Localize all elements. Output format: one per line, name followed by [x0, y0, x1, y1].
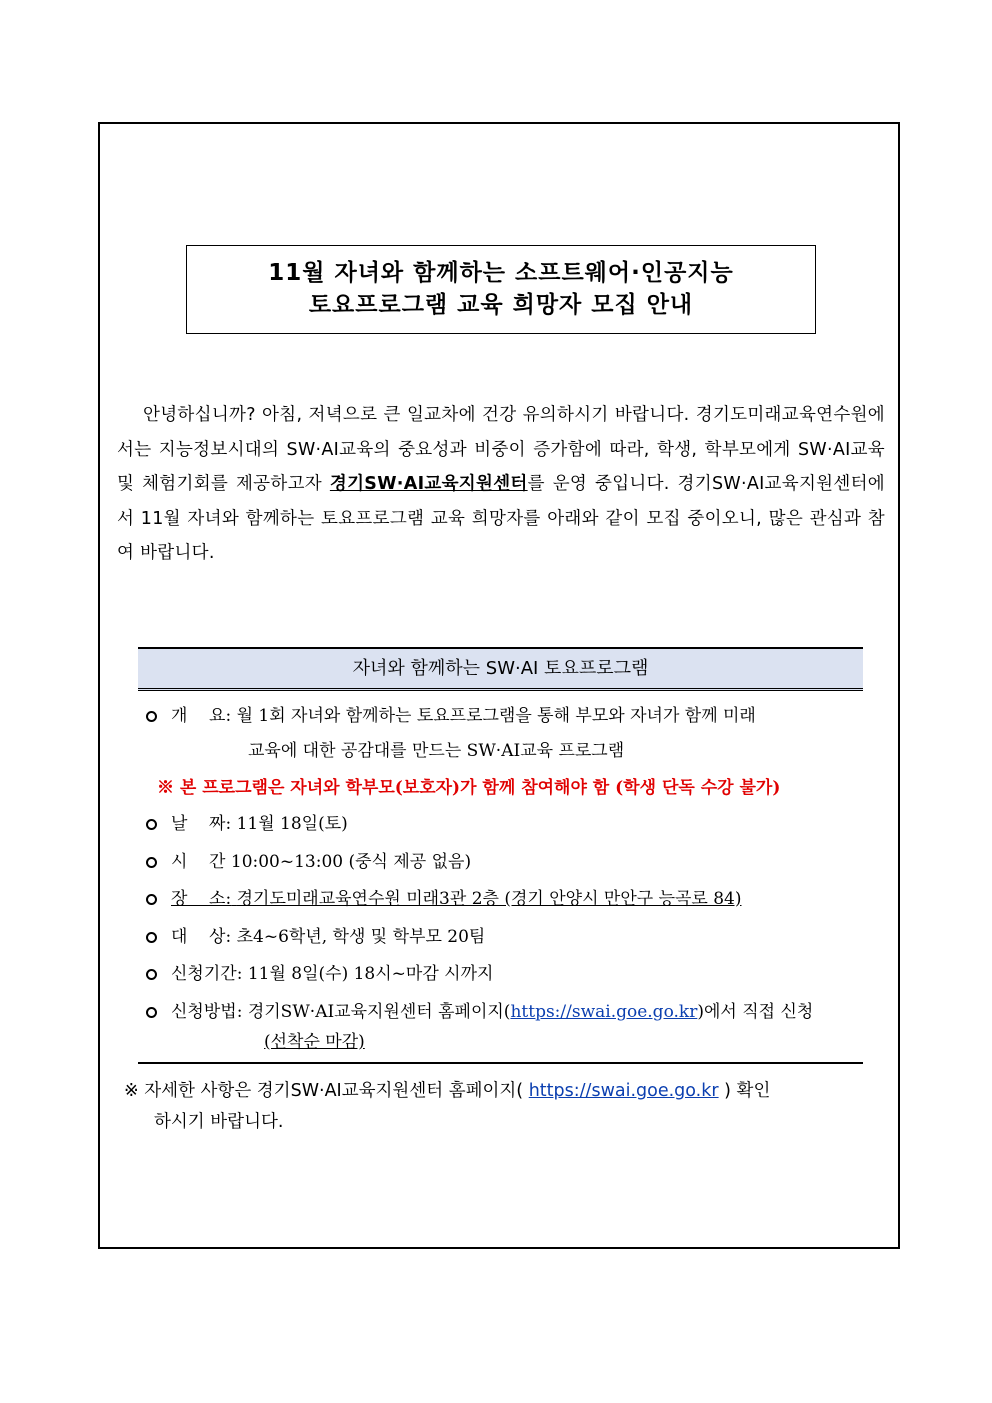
footer-prefix: ※ 자세한 사항은 경기SW·AI교육지원센터 홈페이지( [124, 1081, 524, 1101]
title-box [186, 245, 816, 334]
center-name: 경기SW·AI교육지원센터 [329, 474, 528, 494]
time-value: 10:00~13:00 (중식 제공 없음) [230, 852, 472, 872]
period-row [146, 962, 493, 986]
overview-label: 개 요: [171, 706, 232, 726]
circle-bullet-icon [146, 1007, 157, 1018]
method-note: (선착순 마감) [264, 1032, 365, 1052]
program-header: 자녀와 함께하는 SW·AI 토요프로그램 [138, 647, 863, 691]
place-label: 장 소: [171, 889, 232, 909]
intro-paragraph [117, 398, 885, 571]
place-value: 경기도미래교육연수원 미래3관 2층 (경기 안양시 만안구 능곡로 84) [236, 889, 742, 909]
target-value: 초4~6학년, 학생 및 학부모 20팀 [236, 927, 486, 947]
intro-text-before: 안녕하십니까? 아침, 저녁으로 큰 일교차에 건강 유의하시기 바랍니다. 경기도미래교육연수원에서는 지능정보시대의 SW·AI교육의 중요성과 비중이 증가함에 따라, 학생, 학부모에게 SW·AI교육 및 체험기회를 제공하고자 [117, 405, 885, 494]
period-value: 11월 8일(수) 18시~마감 시까지 [247, 964, 494, 984]
circle-bullet-icon [146, 969, 157, 980]
target-row [146, 925, 485, 949]
warning-note: ※ 본 프로그램은 자녀와 학부모(보호자)가 함께 참여해야 함 (학생 단독 수강 불가) [157, 778, 781, 798]
place-row [146, 887, 742, 911]
date-label: 날 짜: [171, 814, 232, 834]
overview-row [146, 704, 756, 728]
date-row [146, 812, 348, 836]
footer-line-2: 하시기 바랍니다. [154, 1112, 284, 1132]
circle-bullet-icon [146, 894, 157, 905]
program-bottom-rule [138, 1062, 863, 1064]
footer-link[interactable]: https://swai.goe.go.kr [528, 1081, 719, 1101]
method-suffix: )에서 직접 신청 [697, 1002, 814, 1022]
method-label: 신청방법: [171, 1002, 243, 1022]
circle-bullet-icon [146, 932, 157, 943]
period-label: 신청기간: [171, 964, 243, 984]
time-row [146, 850, 471, 874]
overview-line-2: 교육에 대한 공감대를 만드는 SW·AI교육 프로그램 [248, 741, 625, 761]
overview-line-1: 월 1회 자녀와 함께하는 토요프로그램을 통해 부모와 자녀가 함께 미래 [236, 706, 756, 726]
intro-text-after: 를 운영 중입니다. 경기SW·AI교육지원센터에서 11월 자녀와 함께하는 토요프로그램 교육 희망자를 아래와 같이 모집 중이오니, 많은 관심과 참여 바랍니다. [117, 474, 885, 563]
circle-bullet-icon [146, 819, 157, 830]
time-label: 시 간 [171, 852, 226, 872]
footer-note [124, 1076, 888, 1138]
method-prefix: 경기SW·AI교육지원센터 홈페이지( [247, 1002, 511, 1022]
date-value: 11월 18일(토) [236, 814, 348, 834]
circle-bullet-icon [146, 857, 157, 868]
footer-suffix: ) 확인 [724, 1081, 771, 1101]
title-line-1: 11월 자녀와 함께하는 소프트웨어·인공지능 [268, 260, 734, 286]
target-label: 대 상: [171, 927, 232, 947]
title-line-2: 토요프로그램 교육 희망자 모집 안내 [308, 292, 694, 318]
circle-bullet-icon [146, 711, 157, 722]
method-link[interactable]: https://swai.goe.go.kr [510, 1002, 698, 1022]
method-row [146, 1000, 813, 1024]
